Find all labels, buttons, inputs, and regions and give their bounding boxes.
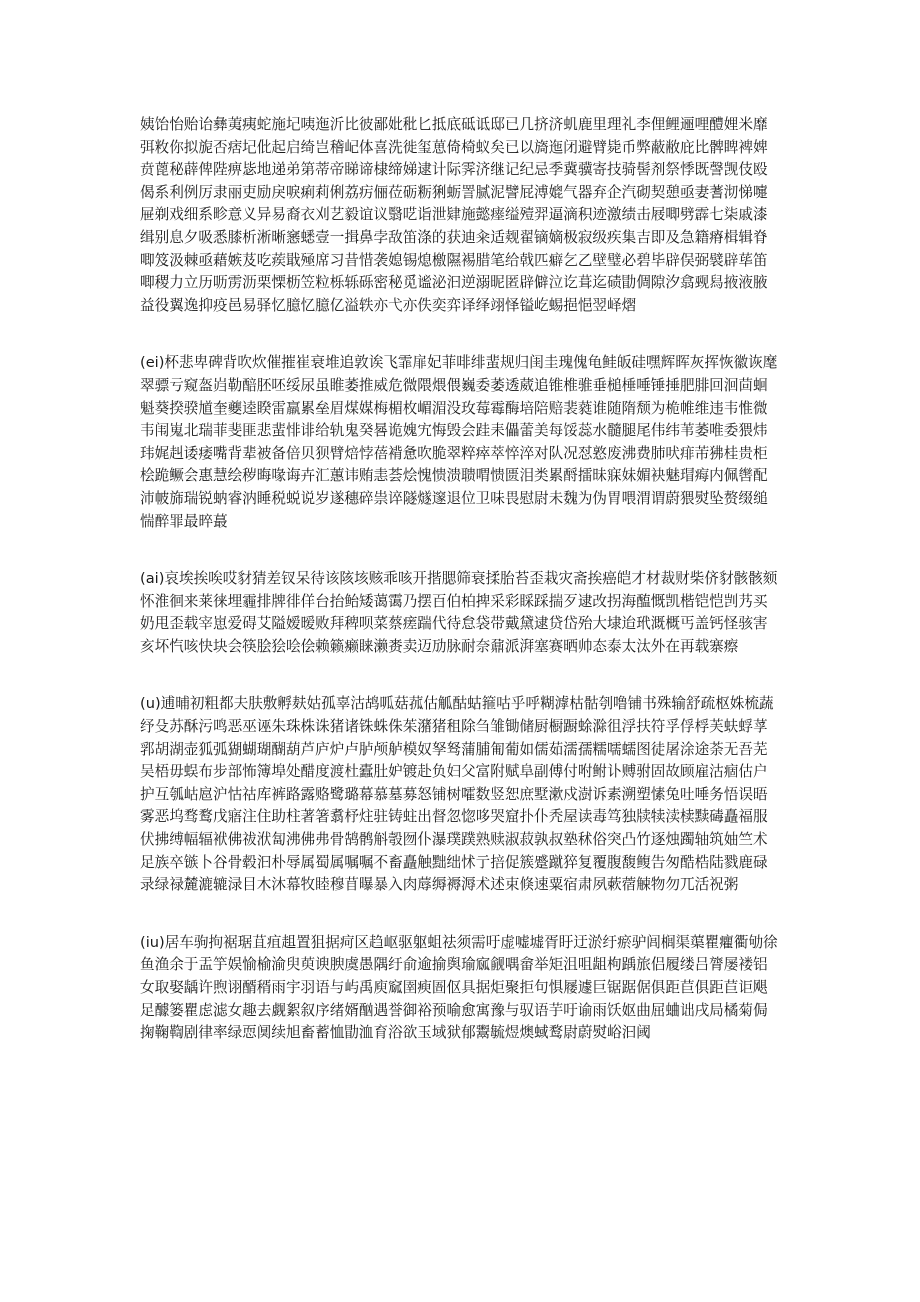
document-body xyxy=(140,114,782,1045)
paragraph-i-group: 姨饴怡贻诒彝荑痍蛇施圮咦迤沂比彼鄙妣秕匕抵底砥诋邸已几挤济虮鹿里理礼李俚鲤逦哩醴娌米靡弭敉你拟旎否痞圮仳起启绮岂稽屺体喜洗徙玺葸倚椅蚁矣已以旖迤闭避臂毙币弊蔽敝庇比髀睥裨婢贲蓖秘薜俾陛痹毖地递弟第蒂帝睇谛棣缔娣逮计际霁济继记纪忌季冀骥寄技骑髻剂祭悸既謦觊伎殴偈系利例厉隶丽吏励戾唳痢莉俐荔疠俪莅砺粝猁蛎詈腻泥譬屁溥媲气器弃企汽砌契憩亟妻蓍沏悌嚏屉剃戏细系畛意义异易裔衣刈艺毅谊议翳呓诣泄肄施懿瘗缢殪羿逼滴积迹激绩击屐唧劈霹七柒戚漆缉别息夕吸悉膝析淅晰窸蟋壹一揖鼻孛敌笛涤的获迪籴适觌翟镝嫡极寂级疾集吉即及急籍瘠楫辑脊唧笈汲棘亟藉嫉芨吃蒺戢殛席习昔惜袭媳锡熄檄隰裼腊笔给戟匹癖乞乙壁璧必碧毕辟俣弼襞辟荜笛唧稷力立历呖雳沥栗慄枥笠粒栎轹砾密秘觅谧泌汩逆溺昵匿辟僻泣讫葺迄碛勖倜隙汐翕觋舄掖液腋益役翼逸抑疫邑易驿忆臆忆臆亿溢轶亦弋亦佚奕弈译绎翊怿镒屹蜴挹悒翌峄熠 xyxy=(140,116,768,314)
paragraph-u-group: (u)逋晡初粗都夫肤敷孵麸姑孤辜沽鸪呱菇菰估觚酤蛄箍咕乎呼糊滹枯骷刳噜铺书殊输舒疏枢姝梳蔬纾殳苏酥污鸣恶巫诬朱珠株诛猪诸铢蛛侏茱潴猪租除刍雏锄储厨橱蹰蜍滁徂浮扶符孚俘桴芙蚨蜉莩郛胡湖壶狐弧猢蝴瑚醐葫芦庐炉卢胪颅舻模奴孥驽蒲脯匍葡如儒茹濡孺糯嚅蠕图徒屠涂途荼无吾芜吴梧毋蜈布步部怖簿埠处醋度渡杜蠹肚妒镀赴负妇父富附赋阜副傅付咐鲋讣赙驸固故顾雇沽痼估户护互瓠岵扈沪怙祜库裤路露赂鹭璐幕慕墓募怒铺树嚯数竖恕庶墅漱戍澍诉素溯塑愫兔吐唾务悟误晤雾恶坞骛鹜戊寤注住助柱著箸翥杼炷驻铸蛀出督忽惚哆哭窟扑仆秃屋读毒笃独牍犊渎椟黩碡矗福服伏拂缚幅辐袱佛祓洑匐沸佛弗骨鹄鹘斛彀囫仆瀑璞蹼熟赎淑菽孰叔塾秫俗突凸竹逐烛躅轴筑妯竺术足族卒镞卜谷骨毂汩朴辱属蜀属嘱嘱不畜矗触黜绌怵亍掊促簇蹙蹴猝复覆腹馥鳆告匆酷梏陆戮鹿碌录绿禄麓漉辘渌目木沐幕牧睦穆苜曝暴入肉蓐缛褥溽术述束倏速粟宿肃夙蔌蓿觫物勿兀活祝粥 xyxy=(140,695,774,894)
paragraph-ei-group: (ei)杯悲卑碑背吹炊催摧崔衰堆追敦诶飞霏扉妃菲啡绯蜚规归闺圭瑰傀龟鲑皈硅嘿辉晖灰挥恢徽诙麾翠骠亏窥盔岿勒醅胚呸绥尿虽睢萎推威危微隈煨偎巍委萎透葳追锥椎骓垂槌棰唾锤捶肥腓回洄茴蛔魁葵揆骙馗奎夔逵睽雷羸累垒眉煤媒梅楣枚嵋湄没玫莓霉酶培陪赔裴蕤谁随隋颓为桅帷维违韦惟微韦闱嵬北瑞菲斐匪悲蜚悱诽给轨鬼癸晷诡媿宄悔毁会跬耒儡蕾美每馁蕊水髓腿尾伟纬苇萎唯委猥炜玮娓赳诿痿嘴背辈被备倍贝狈臂焙悖蓓褙惫吹脆翠粹瘁萃悴淬对队况怼憝废沸费肺吠痱芾狒桂贵柜桧跪鳜会惠慧绘秽晦喙诲卉汇蕙讳贿恚荟烩愧愦溃聩喟愦匮泪类累酹擂昧寐妹媚袂魅瑁痗内佩辔配沛帔旆瑞锐蚋睿汭睡税蜕说岁遂穗碎祟谇隧燧邃退位卫味畏慰尉未魏为伪胃喂渭谓蔚猥熨坠赘缀缒惴醉罪最晬蕞 xyxy=(140,354,778,530)
paragraph-ai-group: (ai)哀埃挨唉哎豺猜差钗呆待该陔垓赅乖咳开揩腮筛衰揉胎苔歪栽灾斋挨癌皑才材裁财柴侪豺骸骸颏怀淮徊来莱徕埋霾排牌徘佯台抬鲐矮蔼霭乃摆百伯柏捭采彩睬踩揣歹逮改拐海醢慨凯楷铠恺剀艿买奶甩歪载宰崽爱碍艾隘嫒暧败拜稗呗菜蔡瘥踹代待怠袋带戴黛逮贷岱殆大埭迨玳溉概丐盖钙怪骇害亥坏忾咳快块会筷脍狯哙侩赖籁癞睐濑赉卖迈劢脉耐奈鼐派湃塞赛晒帅态泰太汰外在再载寨瘵 xyxy=(140,570,778,655)
paragraph-iu-group: (iu)居车驹拘裾琚苴疽趄置狙据疴区趋岖驱躯蛆祛须需吁虚嘘墟胥盱迂淤纡瘀驴闾榈渠蕖瞿癯衢劬徐鱼渔余于盂竽娱愉榆渝臾萸谀腴虞愚隅纡俞逾揄舆瑜寙觎喁畲举矩沮咀龃枸踽旅侣履缕吕膂屡褛铝女取娶龋许煦诩醑稰雨宇羽语与屿禹庾窳圉瘐圄伛具据炬聚拒句惧屦遽巨锯踞倨俱距苣俱距苣讵飓足醵篓瞿虑滤女趣去觑絮叙序绪婿酗遇誉御裕预喻愈寓豫与驭语芋吁谕雨饫妪曲屈蛐诎戌局橘菊侷掬鞠鞫剧律率绿恧阒续旭畜蓄恤勖洫育浴欲玉域狱郁鬻毓煜燠蜮鹜尉蔚熨峪汩阈 xyxy=(140,933,778,1042)
